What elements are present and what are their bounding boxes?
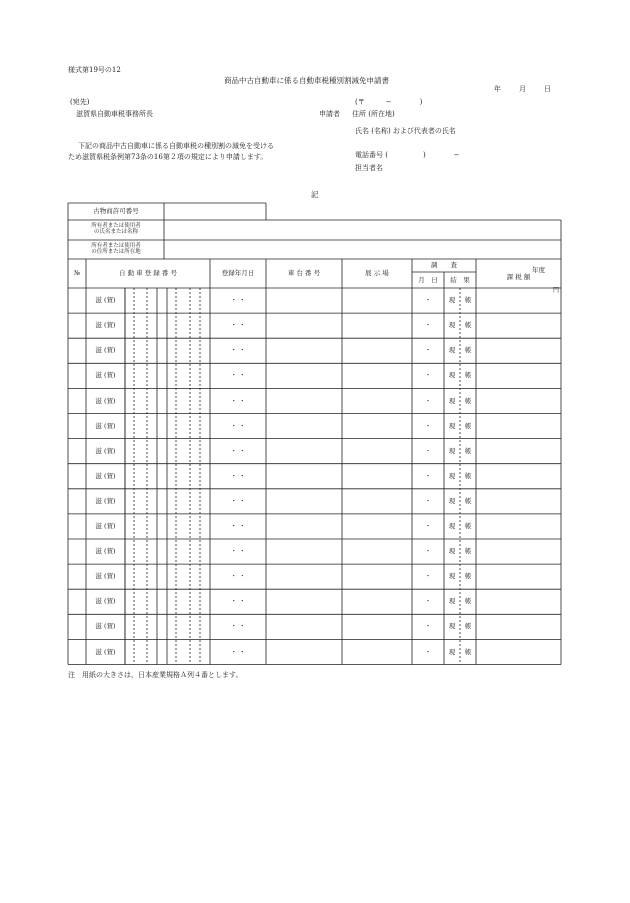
registration-number-input[interactable] bbox=[125, 489, 210, 514]
col-header-display-place: 展 示 場 bbox=[365, 269, 389, 278]
survey-date-dot: ・ bbox=[424, 547, 432, 556]
display-place-input[interactable] bbox=[342, 338, 412, 363]
display-place-input[interactable] bbox=[342, 514, 412, 539]
display-place-input[interactable] bbox=[342, 564, 412, 589]
display-place-input[interactable] bbox=[342, 388, 412, 413]
plate-prefix: 滋 (賀) bbox=[95, 296, 116, 305]
tax-amount-input[interactable] bbox=[476, 363, 561, 388]
registration-date-dots: ・ ・ bbox=[230, 446, 246, 455]
owner-address-label bbox=[68, 240, 164, 259]
tax-amount-input[interactable] bbox=[476, 464, 561, 489]
owner-name-label bbox=[68, 220, 164, 240]
antique-license-number-label: 古物商許可番号 bbox=[93, 207, 139, 216]
survey-result-genbutsu: 現 bbox=[448, 346, 456, 355]
survey-result-chobo: 帳 bbox=[464, 446, 472, 455]
registration-date-dots: ・ ・ bbox=[230, 547, 246, 556]
registration-number-input[interactable] bbox=[125, 338, 210, 363]
body-text-line-1: 下記の商品中古自動車に係る自動車税の種別割の減免を受ける bbox=[78, 142, 274, 150]
registration-number-input[interactable] bbox=[125, 564, 210, 589]
plate-prefix: 滋 (賀) bbox=[95, 471, 116, 480]
phone-field-label: 電話番号 ( ) − bbox=[355, 151, 460, 159]
chassis-number-input[interactable] bbox=[266, 564, 342, 589]
tax-amount-input[interactable] bbox=[476, 439, 561, 464]
row-number-cell[interactable] bbox=[68, 388, 86, 413]
row-number-cell[interactable] bbox=[68, 639, 86, 664]
row-number-cell[interactable] bbox=[68, 589, 86, 614]
chassis-number-input[interactable] bbox=[266, 363, 342, 388]
plate-prefix: 滋 (賀) bbox=[95, 647, 116, 656]
plate-prefix: 滋 (賀) bbox=[95, 371, 116, 380]
registration-number-input[interactable] bbox=[125, 313, 210, 338]
owner-address-input[interactable] bbox=[165, 240, 561, 259]
plate-prefix: 滋 (賀) bbox=[95, 597, 116, 606]
date-year-label: 年 bbox=[494, 85, 501, 93]
survey-result-genbutsu: 現 bbox=[448, 321, 456, 330]
chassis-number-input[interactable] bbox=[266, 288, 342, 313]
row-number-cell[interactable] bbox=[68, 489, 86, 514]
chassis-number-input[interactable] bbox=[266, 464, 342, 489]
survey-result-chobo: 帳 bbox=[464, 647, 472, 656]
contact-person-label: 担当者名 bbox=[355, 164, 383, 172]
body-text-line-2: ため滋賀県税条例第73条の16第２項の規定により申請します。 bbox=[68, 153, 268, 161]
survey-result-genbutsu: 現 bbox=[448, 622, 456, 631]
owner-address-label-line2: の住所または所在地 bbox=[91, 248, 141, 255]
registration-date-dots: ・ ・ bbox=[230, 346, 246, 355]
antique-license-number-input[interactable] bbox=[165, 203, 265, 220]
registration-date-dots: ・ ・ bbox=[230, 647, 246, 656]
survey-result-chobo: 帳 bbox=[464, 547, 472, 556]
registration-number-input[interactable] bbox=[125, 363, 210, 388]
tax-amount-input[interactable] bbox=[476, 414, 561, 439]
plate-prefix: 滋 (賀) bbox=[95, 421, 116, 430]
survey-date-dot: ・ bbox=[424, 296, 432, 305]
chassis-number-input[interactable] bbox=[266, 539, 342, 564]
survey-result-chobo: 帳 bbox=[464, 522, 472, 531]
col-header-tax bbox=[476, 259, 561, 288]
owner-address-label-line1: 所有者または使用者 bbox=[91, 242, 141, 249]
chassis-number-input[interactable] bbox=[266, 489, 342, 514]
registration-date-dots: ・ ・ bbox=[230, 421, 246, 430]
tax-amount-input[interactable] bbox=[476, 388, 561, 413]
row-number-cell[interactable] bbox=[68, 464, 86, 489]
chassis-number-input[interactable] bbox=[266, 514, 342, 539]
survey-date-dot: ・ bbox=[424, 622, 432, 631]
survey-date-dot: ・ bbox=[424, 396, 432, 405]
date-day-label: 日 bbox=[544, 85, 551, 93]
registration-date-dots: ・ ・ bbox=[230, 396, 246, 405]
survey-result-genbutsu: 現 bbox=[448, 296, 456, 305]
survey-result-chobo: 帳 bbox=[464, 371, 472, 380]
survey-result-chobo: 帳 bbox=[464, 296, 472, 305]
survey-result-chobo: 帳 bbox=[464, 496, 472, 505]
tax-amount-input[interactable] bbox=[476, 489, 561, 514]
owner-name-label-line1: 所有者または使用者 bbox=[91, 223, 141, 230]
display-place-input[interactable] bbox=[342, 489, 412, 514]
display-place-input[interactable] bbox=[342, 614, 412, 639]
plate-prefix: 滋 (賀) bbox=[95, 622, 116, 631]
survey-result-chobo: 帳 bbox=[464, 346, 472, 355]
survey-result-chobo: 帳 bbox=[464, 421, 472, 430]
registration-date-dots: ・ ・ bbox=[230, 572, 246, 581]
col-header-registration-number: 自 動 車 登 録 番 号 bbox=[119, 269, 177, 278]
ki-heading: 記 bbox=[311, 190, 319, 199]
survey-result-genbutsu: 現 bbox=[448, 446, 456, 455]
survey-date-dot: ・ bbox=[424, 421, 432, 430]
tax-amount-input[interactable] bbox=[476, 338, 561, 363]
registration-date-dots: ・ ・ bbox=[230, 296, 246, 305]
registration-date-dots: ・ ・ bbox=[230, 496, 246, 505]
display-place-input[interactable] bbox=[342, 464, 412, 489]
registration-date-dots: ・ ・ bbox=[230, 321, 246, 330]
display-place-input[interactable] bbox=[342, 539, 412, 564]
survey-result-chobo: 帳 bbox=[464, 396, 472, 405]
registration-date-dots: ・ ・ bbox=[230, 597, 246, 606]
plate-prefix: 滋 (賀) bbox=[95, 547, 116, 556]
plate-prefix: 滋 (賀) bbox=[95, 346, 116, 355]
registration-number-input[interactable] bbox=[125, 589, 210, 614]
row-number-cell[interactable] bbox=[68, 439, 86, 464]
row-number-cell[interactable] bbox=[68, 363, 86, 388]
chassis-number-input[interactable] bbox=[266, 388, 342, 413]
col-header-survey-month-day: 月 日 bbox=[418, 275, 438, 284]
addressee-name: 滋賀県自動車税事務所長 bbox=[76, 110, 153, 118]
row-number-cell[interactable] bbox=[68, 414, 86, 439]
survey-result-chobo: 帳 bbox=[464, 321, 472, 330]
row-number-cell[interactable] bbox=[68, 313, 86, 338]
col-header-registration-date: 登録年月日 bbox=[221, 269, 255, 278]
row-number-cell[interactable] bbox=[68, 338, 86, 363]
name-field-label: 氏名 (名称) および代表者の氏名 bbox=[355, 127, 456, 135]
chassis-number-input[interactable] bbox=[266, 614, 342, 639]
registration-number-input[interactable] bbox=[125, 639, 210, 664]
survey-result-genbutsu: 現 bbox=[448, 572, 456, 581]
survey-result-chobo: 帳 bbox=[464, 622, 472, 631]
tax-amount-input[interactable]: 円 bbox=[552, 287, 559, 294]
registration-date-dots: ・ ・ bbox=[230, 371, 246, 380]
survey-result-genbutsu: 現 bbox=[448, 547, 456, 556]
chassis-number-input[interactable] bbox=[266, 414, 342, 439]
tax-amount-input[interactable] bbox=[476, 313, 561, 338]
row-number-cell[interactable] bbox=[68, 514, 86, 539]
survey-date-dot: ・ bbox=[424, 346, 432, 355]
owner-name-label-line2: の氏名または名称 bbox=[93, 229, 138, 235]
col-header-tax-year: 年度 bbox=[532, 265, 545, 274]
plate-prefix: 滋 (賀) bbox=[95, 446, 116, 455]
tax-amount-input[interactable] bbox=[476, 564, 561, 589]
document-title: 商品中古自動車に係る自動車税種別割減免申請書 bbox=[224, 76, 389, 85]
registration-date-dots: ・ ・ bbox=[230, 522, 246, 531]
row-number-cell[interactable] bbox=[68, 614, 86, 639]
col-header-tax-amount: 課 税 額 bbox=[506, 272, 531, 281]
registration-number-input[interactable] bbox=[125, 539, 210, 564]
survey-date-dot: ・ bbox=[424, 371, 432, 380]
plate-prefix: 滋 (賀) bbox=[95, 396, 116, 405]
display-place-input[interactable] bbox=[342, 439, 412, 464]
row-number-cell[interactable] bbox=[68, 288, 86, 313]
plate-prefix: 滋 (賀) bbox=[95, 321, 116, 330]
col-header-survey: 調 査 bbox=[431, 261, 457, 270]
survey-date-dot: ・ bbox=[424, 496, 432, 505]
date-month-label: 月 bbox=[519, 85, 526, 93]
col-header-chassis-number: 車 台 番 号 bbox=[287, 269, 321, 278]
col-header-no: № bbox=[73, 269, 81, 278]
registration-number-input[interactable] bbox=[125, 464, 210, 489]
survey-result-genbutsu: 現 bbox=[448, 647, 456, 656]
applicant-label: 申請者 bbox=[319, 110, 340, 118]
survey-result-chobo: 帳 bbox=[464, 572, 472, 581]
display-place-input[interactable] bbox=[342, 288, 412, 313]
registration-date-dots: ・ ・ bbox=[230, 471, 246, 480]
plate-prefix: 滋 (賀) bbox=[95, 496, 116, 505]
registration-number-input[interactable] bbox=[125, 614, 210, 639]
display-place-input[interactable] bbox=[342, 414, 412, 439]
chassis-number-input[interactable] bbox=[266, 313, 342, 338]
chassis-number-input[interactable] bbox=[266, 338, 342, 363]
survey-date-dot: ・ bbox=[424, 471, 432, 480]
survey-result-genbutsu: 現 bbox=[448, 496, 456, 505]
registration-number-input[interactable] bbox=[125, 439, 210, 464]
plate-prefix: 滋 (賀) bbox=[95, 522, 116, 531]
footnote: 注 用紙の大きさは，日本産業規格Ａ列４番とします。 bbox=[68, 671, 243, 679]
tax-amount-input[interactable] bbox=[476, 639, 561, 664]
display-place-input[interactable] bbox=[342, 639, 412, 664]
tax-amount-input[interactable] bbox=[476, 614, 561, 639]
address-field-label: 住所 (所在地) bbox=[352, 110, 395, 118]
survey-result-genbutsu: 現 bbox=[448, 421, 456, 430]
survey-date-dot: ・ bbox=[424, 321, 432, 330]
owner-name-input[interactable] bbox=[165, 220, 561, 240]
display-place-input[interactable] bbox=[342, 589, 412, 614]
survey-result-genbutsu: 現 bbox=[448, 597, 456, 606]
tax-amount-input[interactable] bbox=[476, 514, 561, 539]
plate-prefix: 滋 (賀) bbox=[95, 572, 116, 581]
registration-number-input[interactable] bbox=[125, 288, 210, 313]
survey-result-genbutsu: 現 bbox=[448, 371, 456, 380]
survey-result-chobo: 帳 bbox=[464, 471, 472, 480]
chassis-number-input[interactable] bbox=[266, 639, 342, 664]
survey-result-chobo: 帳 bbox=[464, 597, 472, 606]
postal-code-field[interactable]: (〒 − ) bbox=[355, 98, 423, 106]
tax-amount-input[interactable] bbox=[476, 539, 561, 564]
survey-date-dot: ・ bbox=[424, 647, 432, 656]
display-place-input[interactable] bbox=[342, 313, 412, 338]
survey-result-genbutsu: 現 bbox=[448, 396, 456, 405]
tax-amount-input[interactable] bbox=[476, 589, 561, 614]
registration-number-input[interactable] bbox=[125, 388, 210, 413]
form-number: 様式第19号の12 bbox=[68, 66, 121, 74]
survey-date-dot: ・ bbox=[424, 446, 432, 455]
display-place-input[interactable] bbox=[342, 363, 412, 388]
survey-date-dot: ・ bbox=[424, 597, 432, 606]
row-number-cell[interactable] bbox=[68, 564, 86, 589]
survey-date-dot: ・ bbox=[424, 522, 432, 531]
chassis-number-input[interactable] bbox=[266, 439, 342, 464]
registration-date-dots: ・ ・ bbox=[230, 622, 246, 631]
col-header-survey-result: 結 果 bbox=[450, 275, 470, 284]
survey-result-genbutsu: 現 bbox=[448, 522, 456, 531]
survey-date-dot: ・ bbox=[424, 572, 432, 581]
row-number-cell[interactable] bbox=[68, 539, 86, 564]
addressee-label: (宛先) bbox=[70, 98, 90, 106]
registration-number-input[interactable] bbox=[125, 514, 210, 539]
registration-number-input[interactable] bbox=[125, 414, 210, 439]
survey-result-genbutsu: 現 bbox=[448, 471, 456, 480]
chassis-number-input[interactable] bbox=[266, 589, 342, 614]
